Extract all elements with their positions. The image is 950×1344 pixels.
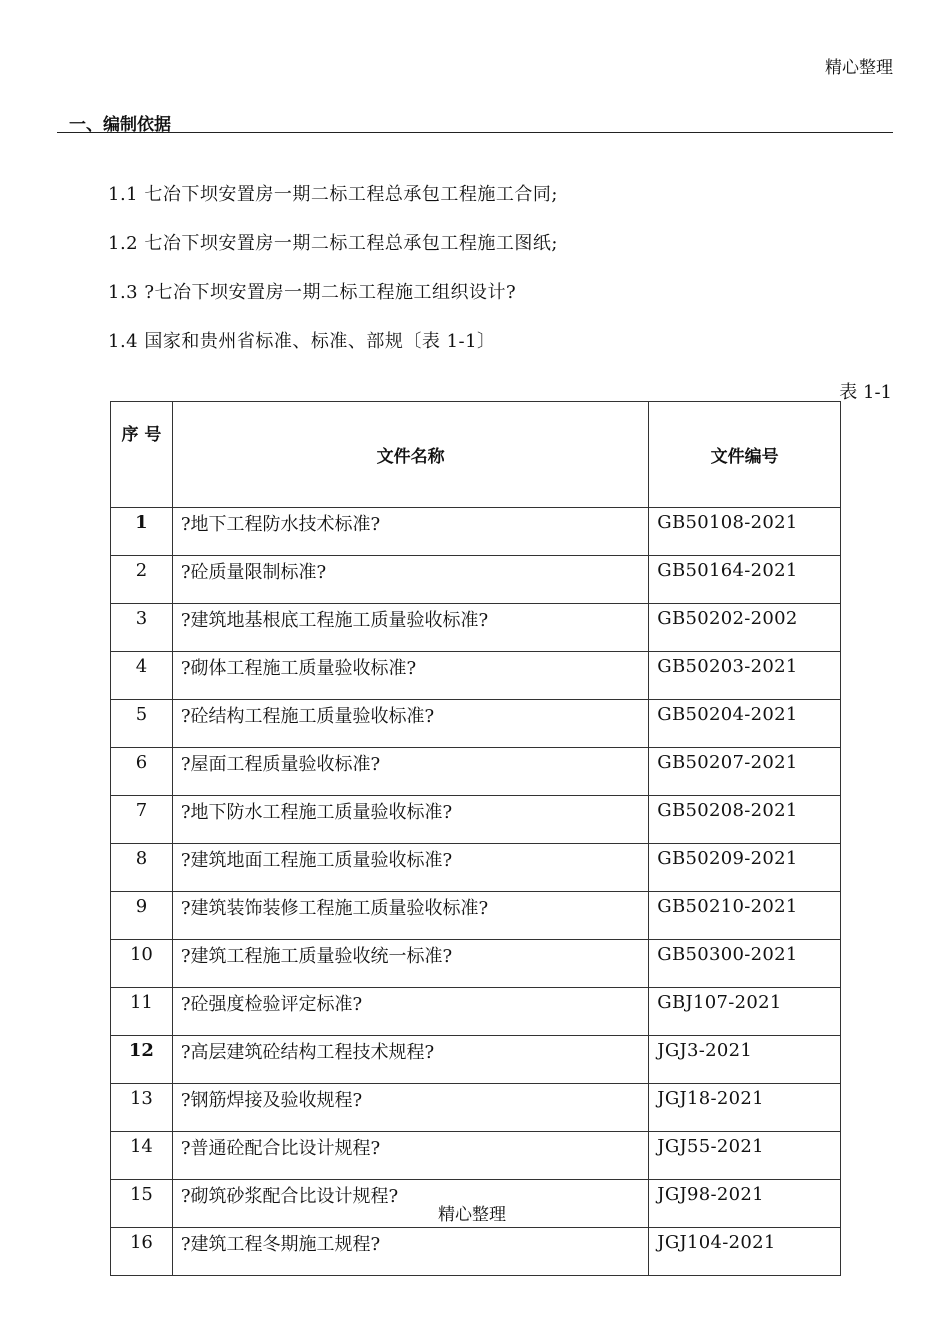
table-label: 表 1-1 — [839, 382, 892, 403]
cell-name: ?高层建筑砼结构工程技术规程? — [172, 1036, 648, 1084]
cell-no: 8 — [111, 844, 173, 892]
cell-name: ?砼强度检验评定标准? — [172, 988, 648, 1036]
header-note: 精心整理 — [825, 58, 893, 78]
cell-no: 11 — [111, 988, 173, 1036]
table-row — [111, 652, 841, 700]
cell-no: 2 — [111, 556, 173, 604]
cell-code: GB50300-2021 — [649, 940, 841, 988]
table-row — [111, 892, 841, 940]
cell-code: GB50209-2021 — [649, 844, 841, 892]
cell-no: 12 — [111, 1036, 173, 1084]
table-row — [111, 604, 841, 652]
standards-table — [110, 401, 841, 1276]
table-row — [111, 556, 841, 604]
header-name: 文件名称 — [172, 402, 648, 508]
cell-code: GB50207-2021 — [649, 748, 841, 796]
cell-code: JGJ18-2021 — [649, 1084, 841, 1132]
cell-code: GB50208-2021 — [649, 796, 841, 844]
table-row — [111, 508, 841, 556]
cell-code: GB50108-2021 — [649, 508, 841, 556]
header-no: 序 号 — [111, 402, 173, 508]
table-header-row — [111, 402, 841, 508]
cell-code: JGJ104-2021 — [649, 1228, 841, 1276]
cell-no: 7 — [111, 796, 173, 844]
table-row — [111, 700, 841, 748]
basis-list — [108, 182, 558, 378]
cell-name: ?砼质量限制标准? — [172, 556, 648, 604]
cell-name: ?普通砼配合比设计规程? — [172, 1132, 648, 1180]
cell-name: ?钢筋焊接及验收规程? — [172, 1084, 648, 1132]
cell-no: 1 — [111, 508, 173, 556]
cell-name: ?地下工程防水技术标准? — [172, 508, 648, 556]
cell-code: GB50202-2002 — [649, 604, 841, 652]
cell-no: 13 — [111, 1084, 173, 1132]
cell-code: GB50210-2021 — [649, 892, 841, 940]
cell-name: ?建筑地面工程施工质量验收标准? — [172, 844, 648, 892]
cell-name: ?建筑地基根底工程施工质量验收标准? — [172, 604, 648, 652]
footer-note: 精心整理 — [438, 1205, 506, 1225]
cell-no: 6 — [111, 748, 173, 796]
table-row — [111, 1132, 841, 1180]
basis-item-4: 1.4 国家和贵州省标准、标准、部规〔表 1-1〕 — [108, 331, 496, 352]
cell-name: ?屋面工程质量验收标准? — [172, 748, 648, 796]
basis-item-1: 1.1 七冶下坝安置房一期二标工程总承包工程施工合同; — [108, 184, 558, 205]
cell-name: ?砼结构工程施工质量验收标准? — [172, 700, 648, 748]
table-body — [111, 508, 841, 1276]
cell-code: JGJ3-2021 — [649, 1036, 841, 1084]
cell-no: 5 — [111, 700, 173, 748]
cell-name: ?砌筑砂浆配合比设计规程? — [172, 1180, 648, 1228]
cell-name: ?砌体工程施工质量验收标准? — [172, 652, 648, 700]
cell-no: 9 — [111, 892, 173, 940]
cell-no: 3 — [111, 604, 173, 652]
cell-name: ?建筑装饰装修工程施工质量验收标准? — [172, 892, 648, 940]
basis-item-3: 1.3 ?七冶下坝安置房一期二标工程施工组织设计? — [108, 282, 517, 303]
cell-name: ?建筑工程施工质量验收统一标准? — [172, 940, 648, 988]
section-title: 一、编制依据 — [57, 110, 893, 133]
cell-no: 15 — [111, 1180, 173, 1228]
cell-code: JGJ98-2021 — [649, 1180, 841, 1228]
table-row — [111, 1084, 841, 1132]
cell-code: GB50164-2021 — [649, 556, 841, 604]
cell-no: 4 — [111, 652, 173, 700]
cell-code: GB50204-2021 — [649, 700, 841, 748]
cell-code: JGJ55-2021 — [649, 1132, 841, 1180]
table-row — [111, 796, 841, 844]
table-row — [111, 1036, 841, 1084]
table-row — [111, 940, 841, 988]
table-row — [111, 988, 841, 1036]
cell-no: 16 — [111, 1228, 173, 1276]
table-row — [111, 748, 841, 796]
cell-name: ?地下防水工程施工质量验收标准? — [172, 796, 648, 844]
cell-code: GB50203-2021 — [649, 652, 841, 700]
cell-no: 10 — [111, 940, 173, 988]
cell-code: GBJ107-2021 — [649, 988, 841, 1036]
table-row — [111, 1228, 841, 1276]
header-code: 文件编号 — [649, 402, 841, 508]
basis-item-2: 1.2 七冶下坝安置房一期二标工程总承包工程施工图纸; — [108, 233, 558, 254]
table-row — [111, 844, 841, 892]
cell-name: ?建筑工程冬期施工规程? — [172, 1228, 648, 1276]
cell-no: 14 — [111, 1132, 173, 1180]
